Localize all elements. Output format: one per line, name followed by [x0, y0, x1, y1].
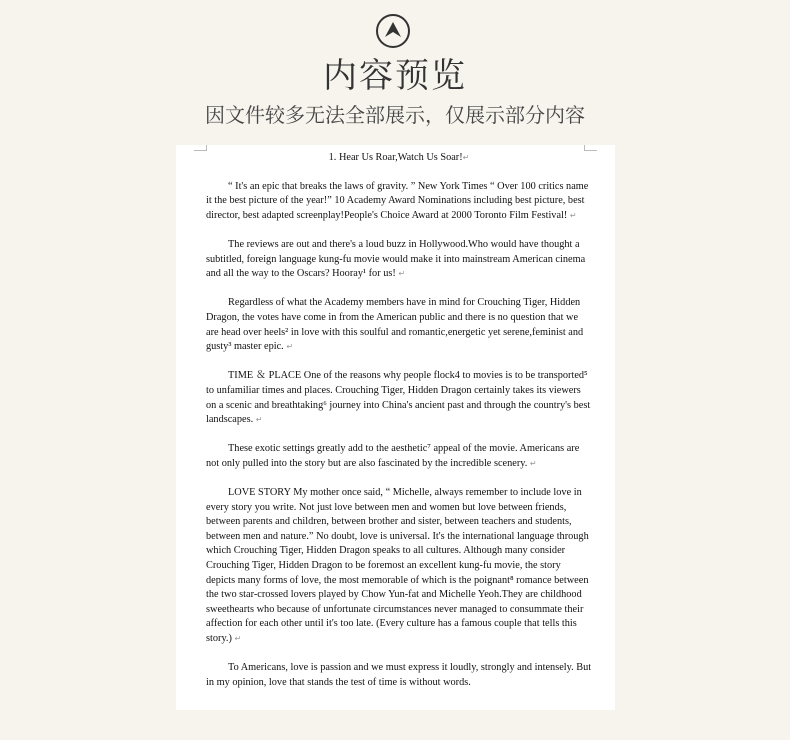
paragraph: LOVE STORY My mother once said, “ Michelle, always remember to include love in every story you write. Not just love between men and women but love between friends, between parents and children, between brother and sister, between teachers and students, between men and nature.” No doubt, love is universal. It's the international language through which Crouching Tiger, Hidden Dragon speaks to all cultures. Although many consider Crouching Tiger, Hidden Dragon to be foremost an excellent kung-fu movie, the story depicts many forms of love, the most memorable of which is the poignant⁸ romance between the two star-crossed lovers played by Chow Yun-fat and Michelle Yeoh.They are childhood sweethearts who because of unfortunate circumstances never managed to consummate their affection for each other until it's too late. (Every culture has a famous couple that tells this story.) ↵: [206, 487, 589, 644]
page-title: 内容预览: [323, 56, 467, 96]
document-title: 1. Hear Us Roar,Watch Us Soar!↵: [328, 152, 470, 163]
paragraph: These exotic settings greatly add to the aesthetic⁷ appeal of the movie. Americans are not only pulled into the story but are also fascinated by the incredible scenery. ↵: [206, 443, 580, 469]
paragraph: To Americans, love is passion and we must express it loudly, strongly and intensely. But in my opinion, love that stands the test of time is without words.: [206, 662, 592, 688]
document-body: [206, 151, 592, 705]
document-preview: [176, 145, 615, 710]
paragraph: “ It's an epic that breaks the laws of gravity. ” New York Times “ Over 100 critics name it the best picture of the year!” 10 Academy Award Nominations including best picture, best director, best adapted screenplay!People's Choice Award at 2000 Toronto Film Festival! ↵: [206, 180, 589, 221]
paragraph: Regardless of what the Academy members have in mind for Crouching Tiger, Hidden Dragon, the votes have come in from the American public and there is no question that we are head over heels² in love with this soulful and romantic,energetic yet serene,feminist and gusty³ master epic. ↵: [206, 297, 584, 353]
preview-badge-icon: [376, 14, 410, 48]
page-subtitle: 因文件较多无法全部展示，仅展示部分内容: [205, 103, 585, 127]
paragraph: The reviews are out and there's a loud buzz in Hollywood.Who would have thought a subtitled, foreign language kung-fu movie would make it into mainstream American cinema and all the way to the Oscars? Hooray¹ for us! ↵: [206, 238, 586, 280]
paragraph: TIME ＆ PLACE One of the reasons why people flock4 to movies is to be transported⁵ to unfamiliar times and places. Crouching Tiger, Hidden Dragon certainly takes its viewers on a scenic and breathtaking⁶ journey into China's ancient past and through the country's best landscapes. ↵: [206, 370, 591, 426]
